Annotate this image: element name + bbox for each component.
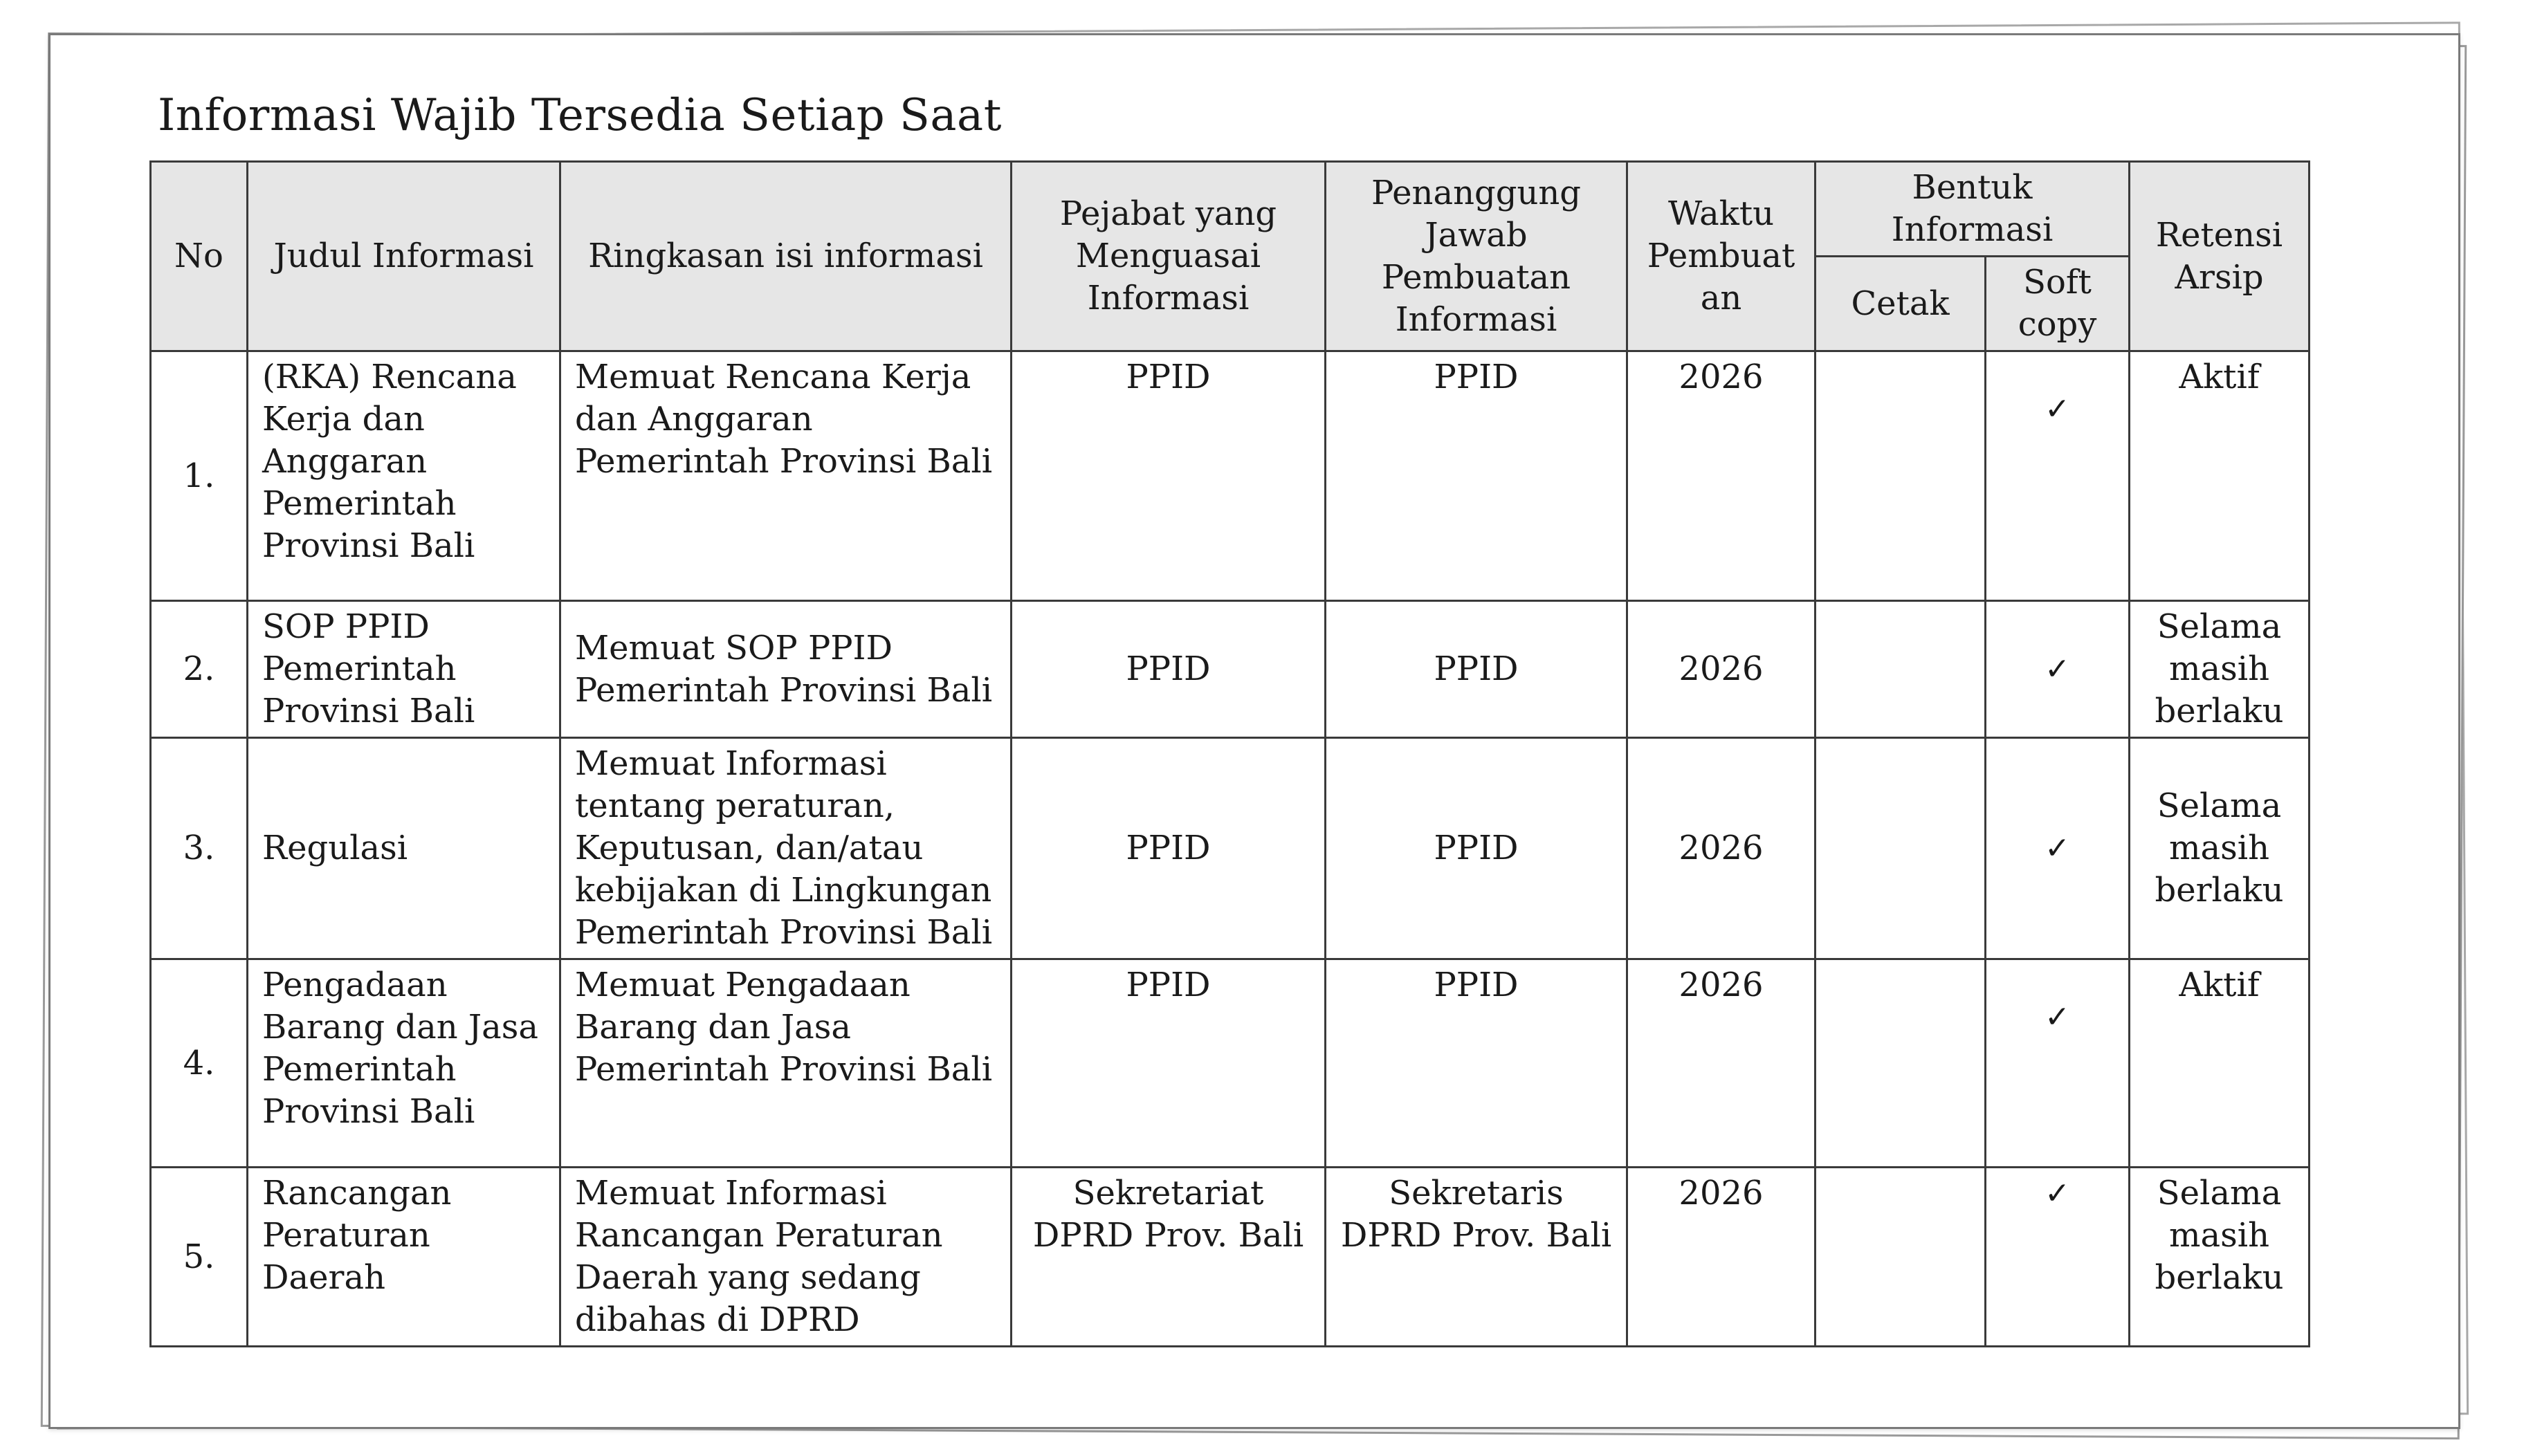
table-row bbox=[151, 601, 2310, 738]
cell-cetak bbox=[1816, 959, 1986, 1168]
header-bentuk-informasi: Bentuk Informasi bbox=[1816, 162, 2130, 257]
cell-cetak bbox=[1816, 351, 1986, 601]
header-soft-copy: Soft copy bbox=[1986, 257, 2130, 351]
cell-no: 3. bbox=[151, 738, 248, 959]
document-title: Informasi Wajib Tersedia Setiap Saat bbox=[158, 90, 1002, 141]
cell-cetak bbox=[1816, 601, 1986, 738]
checkmark-icon: ✓ bbox=[1986, 351, 2130, 601]
cell-penanggung: PPID bbox=[1326, 738, 1627, 959]
header-judul-informasi: Judul Informasi bbox=[248, 162, 560, 351]
cell-penanggung: PPID bbox=[1326, 601, 1627, 738]
header-retensi-arsip: Retensi Arsip bbox=[2130, 162, 2310, 351]
table-row bbox=[151, 1168, 2310, 1347]
header-no: No bbox=[151, 162, 248, 351]
cell-retensi: Aktif bbox=[2130, 959, 2310, 1168]
header-pejabat: Pejabat yang Menguasai Informasi bbox=[1012, 162, 1326, 351]
cell-waktu: 2026 bbox=[1627, 738, 1816, 959]
cell-pejabat: Sekretariat DPRD Prov. Bali bbox=[1012, 1168, 1326, 1347]
cell-penanggung: PPID bbox=[1326, 351, 1627, 601]
cell-retensi: Aktif bbox=[2130, 351, 2310, 601]
cell-penanggung: PPID bbox=[1326, 959, 1627, 1168]
cell-ringkasan: Memuat Informasi Rancangan Peraturan Daerah yang sedang dibahas di DPRD bbox=[560, 1168, 1012, 1347]
cell-waktu: 2026 bbox=[1627, 351, 1816, 601]
checkmark-icon: ✓ bbox=[1986, 1168, 2130, 1347]
cell-pejabat: PPID bbox=[1012, 601, 1326, 738]
cell-judul: Regulasi bbox=[248, 738, 560, 959]
checkmark-icon: ✓ bbox=[1986, 959, 2130, 1168]
cell-cetak bbox=[1816, 738, 1986, 959]
header-penanggung-jawab: Penanggung Jawab Pembuatan Informasi bbox=[1326, 162, 1627, 351]
cell-waktu: 2026 bbox=[1627, 601, 1816, 738]
cell-waktu: 2026 bbox=[1627, 959, 1816, 1168]
cell-ringkasan: Memuat Rencana Kerja dan Anggaran Pemerintah Provinsi Bali bbox=[560, 351, 1012, 601]
header-cetak: Cetak bbox=[1816, 257, 1986, 351]
cell-penanggung: Sekretaris DPRD Prov. Bali bbox=[1326, 1168, 1627, 1347]
cell-retensi: Selama masih berlaku bbox=[2130, 601, 2310, 738]
cell-judul: SOP PPID Pemerintah Provinsi Bali bbox=[248, 601, 560, 738]
information-table bbox=[149, 160, 2310, 1347]
header-waktu-pembuatan: Waktu Pembuat an bbox=[1627, 162, 1816, 351]
cell-pejabat: PPID bbox=[1012, 351, 1326, 601]
cell-no: 1. bbox=[151, 351, 248, 601]
header-ringkasan: Ringkasan isi informasi bbox=[560, 162, 1012, 351]
cell-judul: (RKA) Rencana Kerja dan Anggaran Pemerintah Provinsi Bali bbox=[248, 351, 560, 601]
cell-no: 5. bbox=[151, 1168, 248, 1347]
cell-no: 4. bbox=[151, 959, 248, 1168]
checkmark-icon: ✓ bbox=[1986, 601, 2130, 738]
cell-ringkasan: Memuat Pengadaan Barang dan Jasa Pemerintah Provinsi Bali bbox=[560, 959, 1012, 1168]
table-row bbox=[151, 738, 2310, 959]
cell-judul: Pengadaan Barang dan Jasa Pemerintah Provinsi Bali bbox=[248, 959, 560, 1168]
table-header-row bbox=[151, 162, 2310, 257]
cell-judul: Rancangan Peraturan Daerah bbox=[248, 1168, 560, 1347]
cell-ringkasan: Memuat Informasi tentang peraturan, Keputusan, dan/atau kebijakan di Lingkungan Pemerintah Provinsi Bali bbox=[560, 738, 1012, 959]
cell-ringkasan: Memuat SOP PPID Pemerintah Provinsi Bali bbox=[560, 601, 1012, 738]
cell-waktu: 2026 bbox=[1627, 1168, 1816, 1347]
checkmark-icon: ✓ bbox=[1986, 738, 2130, 959]
table-row bbox=[151, 959, 2310, 1168]
cell-retensi: Selama masih berlaku bbox=[2130, 1168, 2310, 1347]
cell-no: 2. bbox=[151, 601, 248, 738]
cell-cetak bbox=[1816, 1168, 1986, 1347]
cell-retensi: Selama masih berlaku bbox=[2130, 738, 2310, 959]
table-row bbox=[151, 351, 2310, 601]
cell-pejabat: PPID bbox=[1012, 959, 1326, 1168]
cell-pejabat: PPID bbox=[1012, 738, 1326, 959]
